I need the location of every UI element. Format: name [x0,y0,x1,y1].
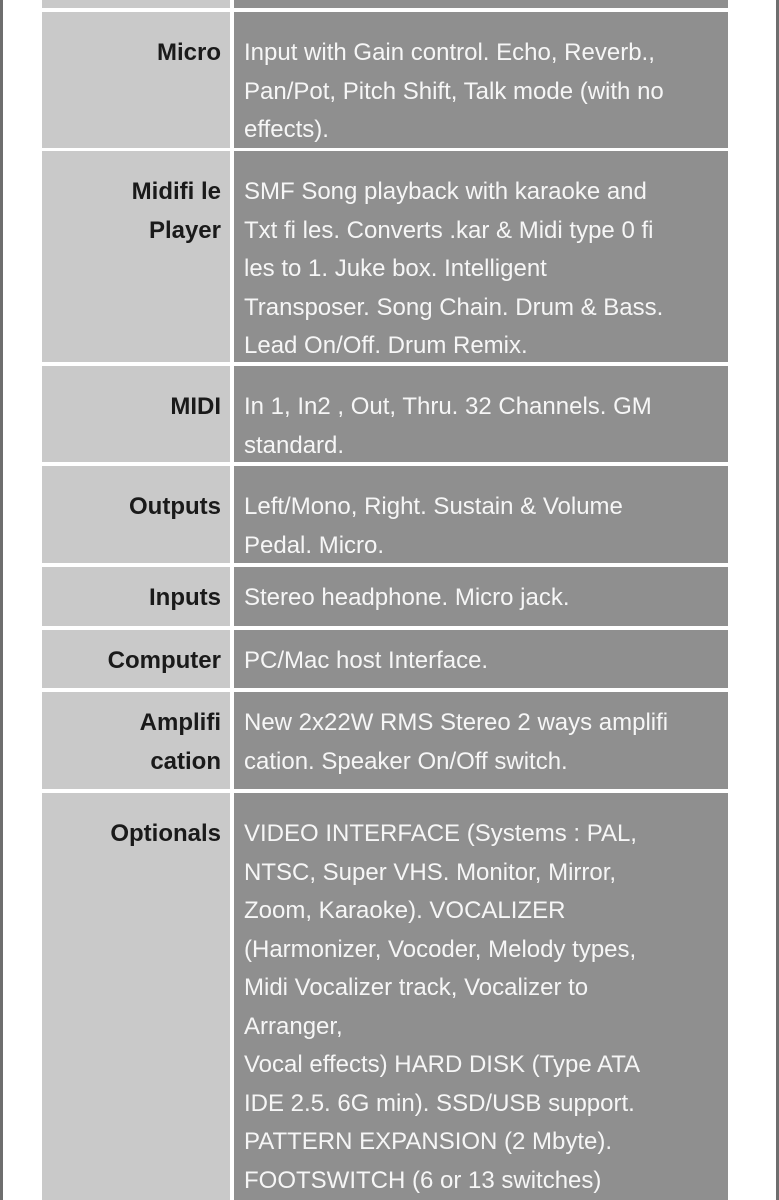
spec-value-line: Input with Gain control. Echo, Reverb., [244,39,655,66]
spec-label-cell [42,0,230,8]
spec-label-line: MIDI [170,393,221,420]
spec-value-line: PATTERN EXPANSION (2 Mbyte). [244,1128,613,1155]
spec-value-line: Midi Vocalizer track, Vocalizer to [244,974,589,1001]
spec-value-line: PC/Mac host Interface. [244,647,489,674]
table-row-outputs [42,466,728,563]
spec-label [42,366,230,462]
spec-label-line: Amplifi [139,709,221,736]
spec-value-line: Vocal effects) HARD DISK (Type ATA [244,1051,641,1078]
spec-value-line: Arranger, [244,1012,343,1040]
spec-label-line: Optionals [110,820,221,847]
spec-value-line: (Harmonizer, Vocoder, Melody types, [244,935,637,963]
spec-label-line: Midifi le [131,178,221,205]
spec-value-line: VIDEO INTERFACE (Systems : PAL, [244,820,637,847]
spec-value-line: les to 1. Juke box. Intelligent [244,255,547,282]
spec-value-line: FOOTSWITCH (6 or 13 switches) [244,1166,602,1194]
page-edge-left [0,0,3,1200]
table-row-midifile-player [42,151,728,362]
spec-value [234,630,728,688]
spec-value-line: Left/Mono, Right. Sustain & Volume [244,493,623,520]
spec-value-line: New 2x22W RMS Stereo 2 ways amplifi [244,709,669,736]
table-row-midi [42,366,728,462]
table-row-optionals [42,793,728,1200]
table-row-amplification [42,692,728,789]
spec-label [42,692,230,789]
spec-value-cell [234,0,728,8]
spec-value-line: standard. [244,431,345,459]
spec-label [42,630,230,688]
spec-value [234,793,728,1200]
spec-value-line: Stereo headphone. Micro jack. [244,584,570,611]
table-row-computer [42,630,728,688]
spec-value [234,12,728,148]
spec-table [42,0,728,1200]
spec-label [42,793,230,1200]
spec-value-line: NTSC, Super VHS. Monitor, Mirror, [244,858,617,886]
spec-label [42,466,230,563]
spec-value-line: Txt fi les. Converts .kar & Midi type 0 fi [244,216,654,244]
spec-value-line: Pan/Pot, Pitch Shift, Talk mode (with no [244,77,664,105]
spec-value-line: Pedal. Micro. [244,531,385,559]
spec-value-line: Transposer. Song Chain. Drum & Bass. [244,293,664,321]
spec-label-line: Micro [156,39,221,66]
spec-label [42,567,230,626]
table-row-partial [42,0,728,8]
spec-value [234,692,728,789]
spec-label-line: Computer [107,647,221,674]
spec-label-line: Player [148,216,221,244]
spec-value [234,567,728,626]
spec-label-line: cation [150,747,221,775]
spec-value-line: effects). [244,116,329,143]
spec-value-line: SMF Song playback with karaoke and [244,178,647,205]
spec-value-line: cation. Speaker On/Off switch. [244,747,568,775]
spec-label [42,151,230,362]
spec-label-line: Outputs [129,493,221,520]
table-row-inputs [42,567,728,626]
spec-label [42,12,230,148]
spec-value-line: Lead On/Off. Drum Remix. [244,332,528,359]
table-row-micro [42,12,728,148]
spec-value [234,366,728,462]
spec-value-line: In 1, In2 , Out, Thru. 32 Channels. GM [244,393,652,420]
spec-label-line: Inputs [149,584,221,611]
spec-value-line: Zoom, Karaoke). VOCALIZER [244,897,566,924]
spec-value [234,151,728,362]
spec-value [234,466,728,563]
spec-value-line: IDE 2.5. 6G min). SSD/USB support. [244,1089,635,1117]
